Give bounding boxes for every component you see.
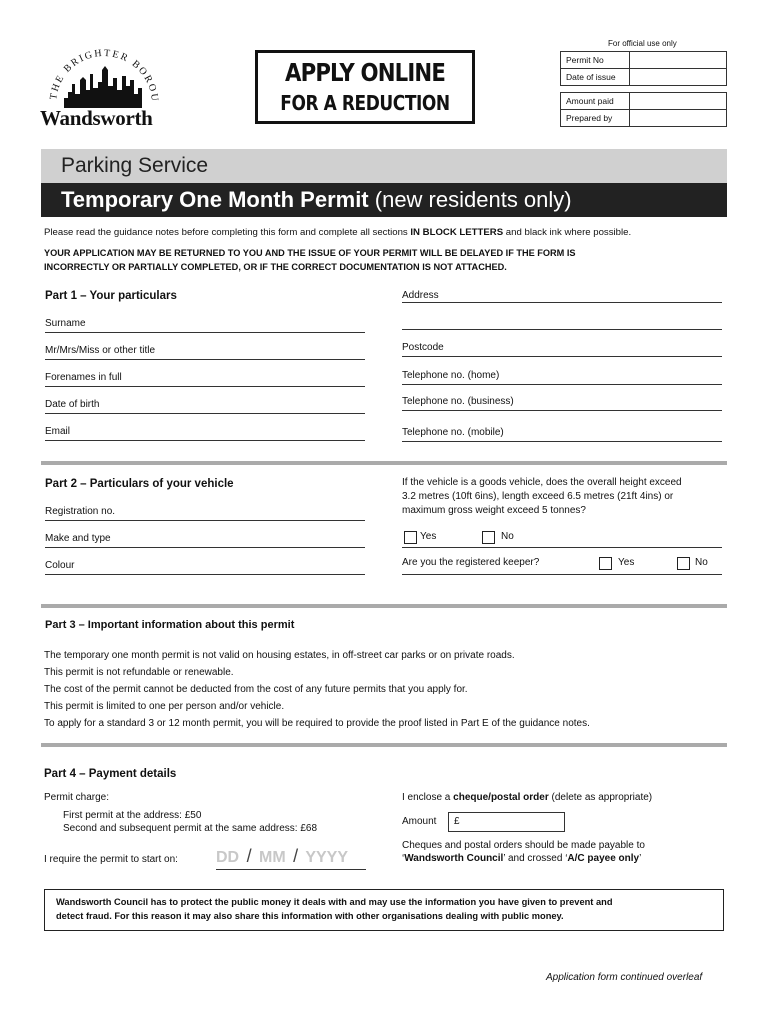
goods-question-3: maximum gross weight exceed 5 tonnes?: [402, 505, 586, 516]
pound-sign: £: [454, 816, 460, 827]
intro-text: Please read the guidance notes before completing this form and complete all sections IN BLOCK LETTERS and black ink where possible.: [44, 227, 632, 238]
continued-overleaf-note: Application form continued overleaf: [546, 972, 703, 983]
official-permit-no-field[interactable]: [630, 52, 726, 68]
surname-label: Surname: [45, 318, 86, 329]
colour-field[interactable]: [45, 574, 365, 575]
make-label: Make and type: [45, 533, 111, 544]
cheque-note-2: ‘Wandsworth Council’ and crossed ‘A/C payee only’: [402, 853, 642, 864]
title-band: [41, 183, 727, 217]
goods-no-label: No: [501, 531, 514, 542]
form-title: [61, 187, 572, 213]
goods-question-1: If the vehicle is a goods vehicle, does the overall height exceed: [402, 477, 682, 488]
part3-line-4: This permit is limited to one per person and/or vehicle.: [44, 701, 285, 712]
official-amount-field[interactable]: [630, 93, 726, 109]
separator-1: [41, 461, 727, 465]
goods-no-checkbox[interactable]: [482, 531, 495, 544]
keeper-answer-line: [402, 574, 722, 575]
first-permit-price: First permit at the address: £50: [63, 810, 202, 821]
second-permit-price: Second and subsequent permit at the same address: £68: [63, 823, 318, 834]
keeper-question: Are you the registered keeper?: [402, 557, 540, 568]
form-title-rest: (new residents only): [368, 187, 572, 212]
official-date-issue-field[interactable]: [630, 69, 726, 85]
warning-line-2: INCORRECTLY OR PARTIALLY COMPLETED, OR IF THE CORRECT DOCUMENTATION IS NOT ATTACHED.: [44, 262, 507, 272]
form-title-bold: Temporary One Month Permit: [61, 187, 369, 212]
email-field[interactable]: [45, 440, 365, 441]
part3-line-2: This permit is not refundable or renewable.: [44, 667, 234, 678]
part3-line-5: To apply for a standard 3 or 12 month permit, you will be required to provide the proof listed in Part E of the guidance notes.: [44, 718, 590, 729]
title-field[interactable]: [45, 359, 365, 360]
postcode-field[interactable]: [402, 356, 722, 357]
official-date-issue-label: Date of issue: [561, 69, 630, 85]
start-date-underline: [216, 869, 366, 870]
email-label: Email: [45, 426, 71, 437]
service-title: Parking Service: [61, 154, 209, 177]
start-date-label: I require the permit to start on:: [44, 854, 178, 865]
official-prepared-field[interactable]: [630, 110, 726, 126]
service-band: [41, 149, 727, 183]
forenames-label: Forenames in full: [45, 372, 122, 383]
goods-answer-line: [402, 547, 722, 548]
goods-yes-checkbox[interactable]: [404, 531, 417, 544]
keeper-no-label: No: [695, 557, 708, 568]
separator-3: [41, 743, 727, 747]
official-table-1: [560, 51, 727, 86]
tel-mobile-label: Telephone no. (mobile): [402, 427, 504, 438]
amount-label: Amount: [402, 816, 437, 827]
tel-business-field[interactable]: [402, 410, 722, 411]
start-date-slash-2: /: [293, 846, 299, 866]
amount-input[interactable]: [448, 812, 565, 832]
part4-heading: Part 4 – Payment details: [44, 768, 177, 780]
start-date-field[interactable]: [216, 846, 348, 867]
separator-2: [41, 604, 727, 608]
logo-arc-text: THE BRIGHTER BOROU: [48, 47, 161, 104]
registration-field[interactable]: [45, 520, 365, 521]
part3-line-1: The temporary one month permit is not valid on housing estates, in off-street car parks or on private roads.: [44, 650, 515, 661]
registration-label: Registration no.: [45, 506, 116, 517]
surname-field[interactable]: [45, 332, 365, 333]
tel-business-label: Telephone no. (business): [402, 396, 514, 407]
official-permit-no-label: Permit No: [561, 52, 630, 68]
tel-home-label: Telephone no. (home): [402, 370, 500, 381]
tel-home-field[interactable]: [402, 384, 722, 385]
part2-heading: Part 2 – Particulars of your vehicle: [45, 478, 234, 490]
logo-wordmark: Wandsworth: [40, 106, 153, 130]
address-label: Address: [402, 290, 439, 301]
enclose-text: I enclose a cheque/postal order (delete as appropriate): [402, 792, 653, 803]
official-use-title: For official use only: [608, 39, 677, 48]
goods-question-2: 3.2 metres (10ft 6ins), length exceed 6.5 metres (21ft 4ins) or: [402, 491, 674, 502]
permit-charge-label: Permit charge:: [44, 792, 110, 803]
cheque-note-1: Cheques and postal orders should be made payable to: [402, 840, 645, 851]
keeper-yes-label: Yes: [618, 557, 635, 568]
goods-yes-label: Yes: [420, 531, 437, 542]
address-field-2[interactable]: [402, 329, 722, 330]
fraud-notice-line-1: Wandsworth Council has to protect the public money it deals with and may use the information you have given to prevent and: [56, 897, 613, 907]
address-field-1[interactable]: [402, 302, 722, 303]
part3-line-3: The cost of the permit cannot be deducted from the cost of any future permits that you apply for.: [44, 684, 468, 695]
colour-label: Colour: [45, 560, 75, 571]
tel-mobile-field[interactable]: [402, 441, 722, 442]
title-label: Mr/Mrs/Miss or other title: [45, 345, 156, 356]
apply-online-title: APPLY ONLINE: [284, 58, 446, 87]
make-field[interactable]: [45, 547, 365, 548]
warning-line-1: YOUR APPLICATION MAY BE RETURNED TO YOU AND THE ISSUE OF YOUR PERMIT WILL BE DELAYED IF THE FORM IS: [44, 248, 576, 258]
fraud-notice-box: [44, 889, 724, 931]
dob-field[interactable]: [45, 413, 365, 414]
keeper-yes-checkbox[interactable]: [599, 557, 612, 570]
start-date-slash-1: /: [246, 846, 252, 866]
apply-online-box[interactable]: [255, 50, 475, 124]
part1-heading: Part 1 – Your particulars: [45, 290, 177, 302]
council-logo: [38, 44, 168, 132]
start-date-dd: DD: [216, 849, 240, 866]
forenames-field[interactable]: [45, 386, 365, 387]
apply-online-subtitle: FOR A REDUCTION: [280, 91, 450, 115]
start-date-mm: MM: [259, 849, 286, 866]
official-prepared-label: Prepared by: [561, 110, 630, 126]
part3-heading: Part 3 – Important information about this permit: [45, 619, 295, 631]
keeper-no-checkbox[interactable]: [677, 557, 690, 570]
official-table-2: [560, 92, 727, 127]
postcode-label: Postcode: [402, 342, 444, 353]
official-amount-label: Amount paid: [561, 93, 630, 109]
start-date-yyyy: YYYY: [305, 849, 348, 866]
fraud-notice-line-2: detect fraud. For this reason it may also share this information with other organisations dealing with public money.: [56, 911, 564, 921]
dob-label: Date of birth: [45, 399, 100, 410]
